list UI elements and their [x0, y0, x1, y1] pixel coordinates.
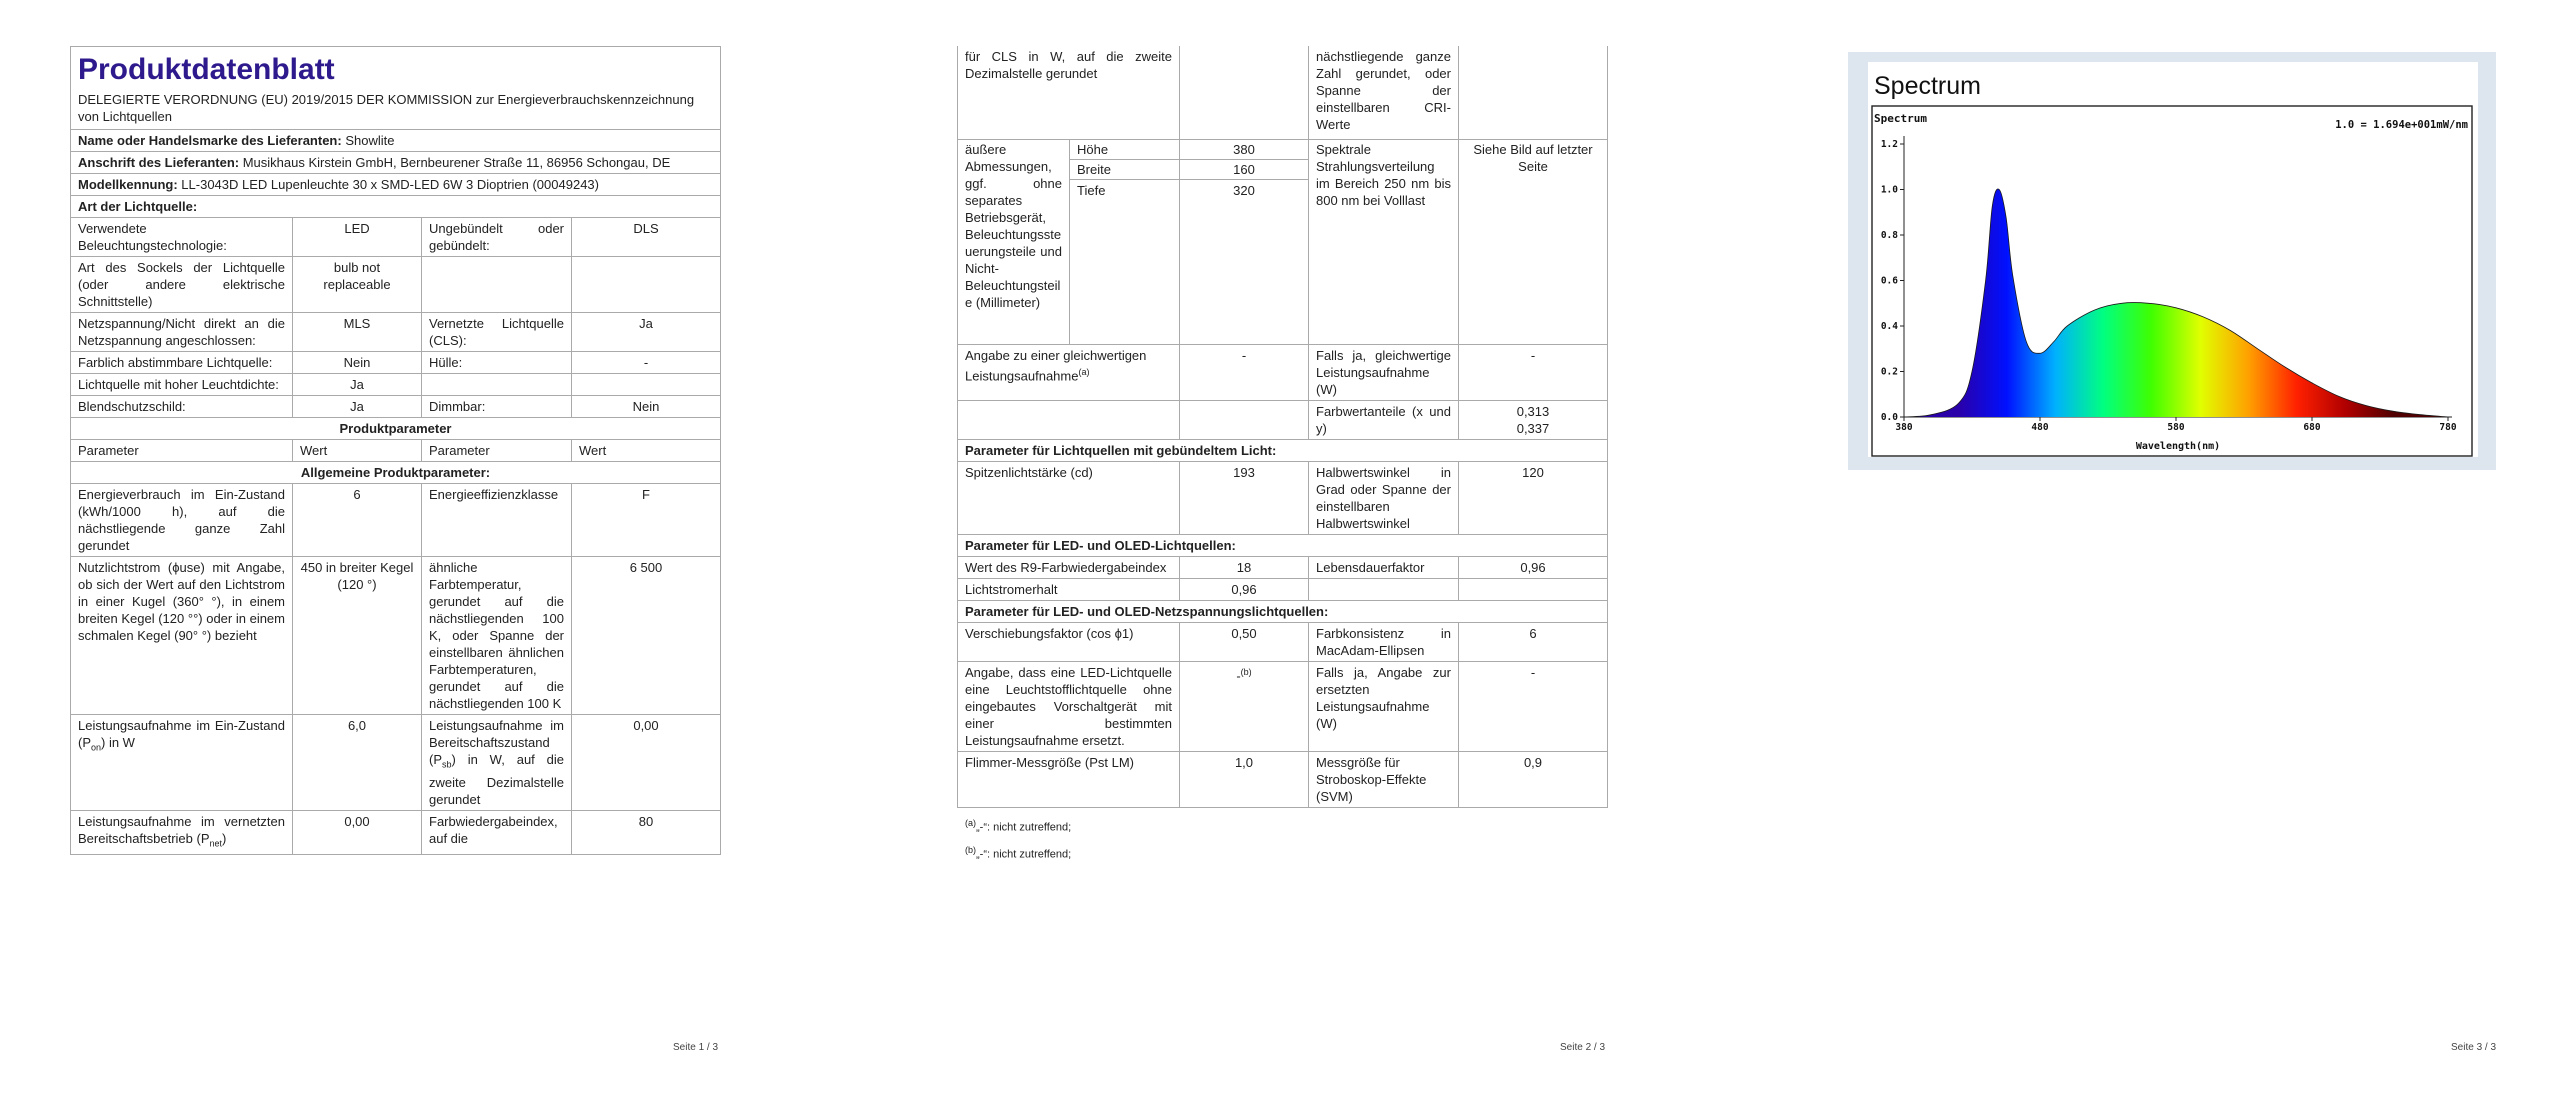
col-header-param-1: Parameter [71, 440, 293, 462]
bundled-label: Ungebündelt oder gebündelt: [422, 218, 572, 257]
glare-shield-label: Blendschutzschild: [71, 396, 293, 418]
general-params-heading: Allgemeine Produktparameter: [71, 462, 721, 484]
color-tunable-value: Nein [293, 352, 422, 374]
height-label: Höhe [1070, 140, 1180, 160]
x-tick-label: 380 [1895, 422, 1913, 433]
col-header-value-2: Wert [572, 440, 721, 462]
energy-class-value: F [572, 484, 721, 557]
survival-factor-label: Lebensdauerfaktor [1309, 557, 1459, 579]
useful-flux-value: 450 in breiter Kegel (120 °) [293, 557, 422, 715]
spd-value: Siehe Bild auf letzter Seite [1459, 140, 1608, 345]
page-title: Produktdatenblatt [78, 53, 335, 86]
supplier-address-label: Anschrift des Lieferanten: [78, 155, 240, 170]
spectrum-figure [1848, 52, 2496, 470]
replaced-power-value: - [1459, 662, 1608, 752]
useful-flux-label: Nutzlichtstrom (ϕuse) mit Angabe, ob sich der Wert auf den Lichtstrom in einer Kugel (360° °), in einem breiten Kegel (120 °°) oder in einem schmalen Kegel (90° °) bezieht [71, 557, 293, 715]
tech-label: Verwendete Beleuchtungstechnologie: [71, 218, 293, 257]
light-source-type-label: Art der Lichtquelle: [71, 196, 721, 218]
scale-note: 1.0 = 1.694e+001mW/nm [2335, 119, 2468, 131]
y-tick-label: 1.0 [1880, 184, 1898, 196]
led-section-heading: Parameter für LED- und OLED-Lichtquellen: [958, 535, 1608, 557]
energy-class-label: Energieeffizienzklasse [422, 484, 572, 557]
equivalent-watts-label: Falls ja, gleichwertige Leistungsaufnahme (W) [1309, 345, 1459, 401]
cls-value: Ja [572, 313, 721, 352]
x-tick-label: 680 [2303, 422, 2321, 433]
peak-intensity-value: 193 [1180, 462, 1309, 535]
footnote-a: $^{(a)}$„-“: nicht zutreffend; [965, 818, 1072, 834]
equivalent-watts-value: - [1459, 345, 1608, 401]
energy-label: Energieverbrauch im Ein-Zustand (kWh/1000 h), auf die nächstliegende ganze Zahl gerundet [71, 484, 293, 557]
mains-led-section-heading: Parameter für LED- und OLED-Netzspannungslichtquellen: [958, 601, 1608, 623]
regulation-text: DELEGIERTE VERORDNUNG (EU) 2019/2015 DER KOMMISSION zur Energieverbrauchskennzeichnung von Lichtquellen [78, 92, 695, 124]
dimensions-label: äußere Abmessungen, ggf. ohne separates Betriebsgerät, Beleuchtungssteuerungsteile und Nicht-Beleuchtungsteile (Millimeter) [958, 140, 1070, 345]
footnotes [957, 808, 1607, 865]
power-factor-value: 0,50 [1180, 623, 1309, 662]
x-tick-label: 780 [2439, 422, 2457, 433]
replacement-claim-value: -$^{(b)}$ [1180, 662, 1309, 752]
y-tick-label: 0.0 [1880, 412, 1898, 423]
supplier-address: Musikhaus Kirstein GmbH, Bernbeurener Straße 11, 86956 Schongau, DE [242, 155, 671, 170]
y-tick-label: 0.2 [1880, 366, 1898, 378]
depth-label: Tiefe [1070, 180, 1180, 345]
page-number-2: Seite 2 / 3 [1560, 1042, 1606, 1053]
plot-title: Spectrum [1874, 112, 1927, 125]
r9-value: 18 [1180, 557, 1309, 579]
high-luminance-value: Ja [293, 374, 422, 396]
x-tick-label: 480 [2031, 422, 2049, 433]
lumen-maintenance-label: Lichtstromerhalt [958, 579, 1180, 601]
on-mode-power-label: Leistungsaufnahme im Ein-Zustand $(P_{on})$ in W [71, 715, 293, 811]
standby-power-value: 0,00 [572, 715, 721, 811]
page-number-1: Seite 1 / 3 [673, 1042, 719, 1053]
model-id: LL-3043D LED Lupenleuchte 30 x SMD-LED 6W 3 Dioptrien (00049243) [181, 177, 599, 192]
model-label: Modellkennung: [78, 177, 178, 192]
flicker-label: Flimmer-Messgröße (Pst LM) [958, 752, 1180, 808]
on-mode-power-value: 6,0 [293, 715, 422, 811]
y-tick-label: 1.2 [1880, 139, 1898, 150]
envelope-label: Hülle: [422, 352, 572, 374]
stroboscopic-label: Messgröße für Stroboskop-Effekte (SVM) [1309, 752, 1459, 808]
y-tick-label: 0.6 [1880, 275, 1898, 287]
col-header-value-1: Wert [293, 440, 422, 462]
bundled-value: DLS [572, 218, 721, 257]
beam-angle-value: 120 [1459, 462, 1608, 535]
chromaticity-label: Farbwertanteile (x und y) [1309, 401, 1459, 440]
dimmable-value: Nein [572, 396, 721, 418]
height-value: 380 [1180, 140, 1309, 160]
color-consistency-label: Farbkonsistenz in MacAdam-Ellipsen [1309, 623, 1459, 662]
cri-continued: nächstliegende ganze Zahl gerundet, oder Spanne der einstellbaren CRI-Werte [1309, 46, 1459, 140]
col-header-param-2: Parameter [422, 440, 572, 462]
replacement-claim-label: Angabe, dass eine LED-Lichtquelle eine Leuchtstofflichtquelle ohne eingebautes Vorschaltgerät mit einer bestimmten Leistungsaufnahme ersetzt. [958, 662, 1180, 752]
y-tick-label: 0.8 [1880, 230, 1898, 241]
beam-angle-label: Halbwertswinkel in Grad oder Spanne der einstellbaren Halbwertswinkel [1309, 462, 1459, 535]
r9-label: Wert des R9-Farbwiedergabeindex [958, 557, 1180, 579]
depth-value: 320 [1180, 180, 1309, 345]
standby-power-label: Leistungsaufnahme im Bereitschaftszustand $(P_{sb})$ in W, auf die zweite Dezimalstelle gerundet [422, 715, 572, 811]
equivalent-power-value: - [1180, 345, 1309, 401]
page-1 [70, 0, 720, 1060]
power-factor-label: Verschiebungsfaktor (cos ϕ1) [958, 623, 1180, 662]
stroboscopic-value: 0,9 [1459, 752, 1608, 808]
x-tick-label: 580 [2167, 422, 2185, 433]
mains-label: Netzspannung/Nicht direkt an die Netzspannung angeschlossen: [71, 313, 293, 352]
mains-value: MLS [293, 313, 422, 352]
cct-value: 6 500 [572, 557, 721, 715]
spectrum-chart [1868, 62, 2478, 457]
spd-label: Spektrale Strahlungsverteilung im Bereich 250 nm bis 800 nm bei Volllast [1309, 140, 1459, 345]
socket-value: bulb not replaceable [293, 257, 422, 313]
parameters-table [957, 46, 1608, 808]
envelope-value: - [572, 352, 721, 374]
supplier-name: Showlite [345, 133, 395, 148]
directional-section-heading: Parameter für Lichtquellen mit gebündeltem Licht: [958, 440, 1608, 462]
dimmable-label: Dimmbar: [422, 396, 572, 418]
cls-power-continued: für CLS in W, auf die zweite Dezimalstelle gerundet [958, 46, 1180, 140]
product-datasheet-table [70, 46, 721, 855]
page-2 [957, 0, 1607, 1060]
high-luminance-label: Lichtquelle mit hoher Leuchtdichte: [71, 374, 293, 396]
chromaticity-value: 0,313 0,337 [1459, 401, 1608, 440]
networked-standby-label: Leistungsaufnahme im vernetzten Bereitschaftsbetrieb $(P_{net})$ [71, 810, 293, 855]
glare-shield-value: Ja [293, 396, 422, 418]
color-tunable-label: Farblich abstimmbare Lichtquelle: [71, 352, 293, 374]
cct-label: ähnliche Farbtemperatur, gerundet auf die nächstliegenden 100 K, oder Spanne der einstellbaren ähnlichen Farbtemperaturen, gerundet auf die nächstliegenden 100 K [422, 557, 572, 715]
supplier-name-label: Name oder Handelsmarke des Lieferanten: [78, 133, 342, 148]
page-number-3: Seite 3 / 3 [2451, 1042, 2497, 1053]
width-value: 160 [1180, 160, 1309, 180]
survival-factor-value: 0,96 [1459, 557, 1608, 579]
cri-value: 80 [572, 810, 721, 855]
peak-intensity-label: Spitzenlichtstärke (cd) [958, 462, 1180, 535]
energy-value: 6 [293, 484, 422, 557]
y-tick-label: 0.4 [1880, 321, 1898, 332]
footnote-b: $^{(b)}$„-“: nicht zutreffend; [965, 844, 1072, 861]
cri-label: Farbwiedergabeindex, auf die [422, 810, 572, 855]
tech-value: LED [293, 218, 422, 257]
networked-standby-value: 0,00 [293, 810, 422, 855]
x-axis-label: Wavelength(nm) [2135, 441, 2221, 452]
product-params-heading: Produktparameter [71, 418, 721, 440]
spectrum-heading: Spectrum [1874, 72, 1981, 100]
replaced-power-label: Falls ja, Angabe zur ersetzten Leistungsaufnahme (W) [1309, 662, 1459, 752]
cls-label: Vernetzte Lichtquelle (CLS): [422, 313, 572, 352]
spectrum-area [1904, 189, 2448, 417]
lumen-maintenance-value: 0,96 [1180, 579, 1309, 601]
color-consistency-value: 6 [1459, 623, 1608, 662]
width-label: Breite [1070, 160, 1180, 180]
socket-label: Art des Sockels der Lichtquelle (oder andere elektrische Schnittstelle) [71, 257, 293, 313]
flicker-value: 1,0 [1180, 752, 1309, 808]
equivalent-power-label: Angabe zu einer gleichwertigen Leistungsaufnahme$^{(a)}$ [958, 345, 1180, 401]
